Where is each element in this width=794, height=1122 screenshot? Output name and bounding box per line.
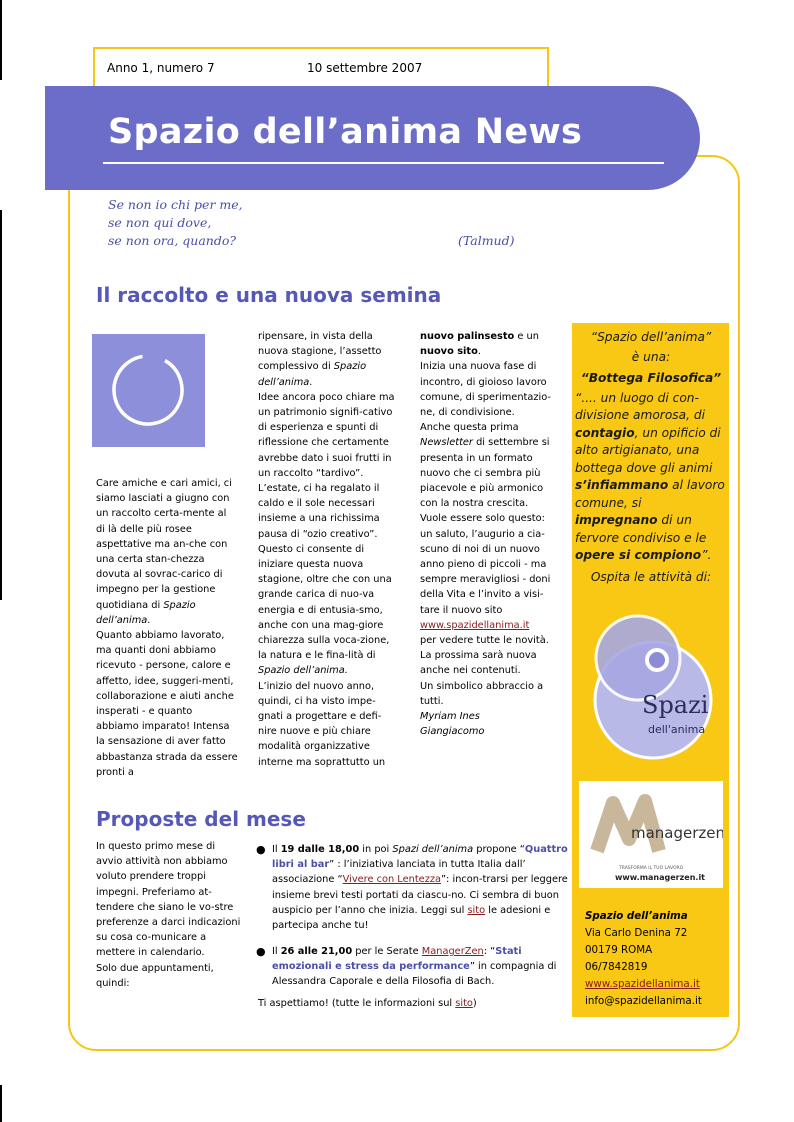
issue-date: 10 settembre 2007 [307, 61, 423, 75]
article-column-3 [420, 329, 558, 739]
contact-city: 00179 ROMA [585, 944, 653, 956]
sidebar-hosts: Ospita le attività di: [590, 569, 712, 584]
sidebar-bottega: “Bottega Filosofica” [580, 371, 722, 385]
epigraph-source: (Talmud) [458, 233, 515, 248]
sidebar-description: “.... un luogo di con-divisione amorosa, di contagio, un opificio di alto artigianato, una bottega dove gli animi s’infiammano al lavoro comune, si impregnano di un fervore condiviso e le opere si compiono”. [575, 390, 725, 562]
vivere-lentezza-link[interactable]: Vivere con Lentezza [342, 874, 441, 886]
paragraph: L’estate, ci ha regalato il caldo e il sole necessari insieme a una richissima pausa di “ozio creativo”. Questo ci consente di iniziare questa nuova stagione, oltre che con una grande carica di nuo-va energia e di entusia-smo, anche con una mag-giore chiarezza sulla voca-zione, la natura e le fina-lità di Spazio dell’anima. [258, 483, 392, 677]
enso-circle-icon [92, 334, 205, 447]
site-link[interactable]: sito [467, 904, 486, 916]
managerzen-logo [579, 781, 723, 888]
sidebar-name: “Spazio dell’anima” [590, 330, 712, 344]
contact-name: Spazio dell’anima [585, 910, 688, 922]
section-heading: Proposte del mese [96, 807, 306, 831]
article-heading: Il raccolto e una nuova semina [96, 283, 442, 307]
contact-email: info@spazidellanima.it [585, 995, 702, 1007]
paragraph: Quanto abbiamo lavorato, ma quanti doni abbiamo ricevuto - persone, calore e affetto, idee, suggeri-menti, collaborazione e aiuti anche insperati - e quanto abbiamo imparato! Intensa la sensazione di aver fatto abbastanza strada da essere pronti a [96, 630, 238, 778]
banner-underline [103, 162, 664, 164]
svg-text:www.managerzen.it: www.managerzen.it [615, 873, 706, 882]
paragraph: per vedere tutte le novità. [420, 635, 549, 647]
signature: Myriam Ines [420, 711, 480, 723]
scan-edge [0, 210, 2, 600]
issue-number: Anno 1, numero 7 [107, 61, 215, 75]
svg-text:managerzen: managerzen [631, 824, 723, 842]
svg-text:Spazi: Spazi [642, 691, 709, 719]
contact-block [585, 908, 702, 1010]
event-item: ● Il 19 dalle 18,00 in poi Spazi dell’anima propone “Quattro libri al bar” : l’iniziativa lanciata in tutta Italia dall’ associazione “Vivere con Lentezza”: incon-trarsi per leggere insieme brevi testi portati da ciascu-no. Ci sembra di buon auspicio per l’anno che inizia. Leggi sul sito le adesioni e partecipa anche tu! [256, 843, 568, 932]
circle-logo-image [92, 334, 205, 447]
epigraph-line: Se non io chi per me, [108, 197, 243, 212]
bullet-icon: ● [256, 843, 266, 856]
paragraph: Inizia una nuova fase di incontro, di gioioso lavoro comune, di sperimentazio-ne, di condivisione. [420, 361, 551, 419]
contact-phone: 06/7842819 [585, 961, 648, 973]
site-link[interactable]: sito [455, 998, 473, 1009]
paragraph: Idee ancora poco chiare ma un patrimonio signifi-cativo di esperienza e spunti di riflessione che certamente avrebbe dato i suoi frutti in un raccolto “tardivo”. [258, 391, 395, 479]
contact-street: Via Carlo Denina 72 [585, 927, 688, 939]
newsletter-title: Spazio dell’anima News [108, 112, 583, 152]
closing-line: Ti aspettiamo! (tutte le informazioni sul sito) [258, 998, 477, 1009]
bullet-icon: ● [256, 945, 266, 958]
scan-edge [0, 0, 2, 80]
contact-website-link[interactable]: www.spazidellanima.it [585, 978, 700, 990]
signature: Giangiacomo [420, 726, 485, 738]
sidebar-text [575, 329, 727, 586]
article-column-2 [258, 329, 398, 770]
spazi-dellanima-logo [590, 600, 715, 765]
event-item: ● Il 26 alle 21,00 per le Serate ManagerZen: “Stati emozionali e stress da performance” in compagnia di Alessandra Caporale e della Filosofia di Bach. [256, 945, 557, 988]
paragraph: L’inizio del nuovo anno, quindi, ci ha visto impe-gnati a progettare e defi-nire nuove e più chiare modalità organizzative interne ma soprattutto un [258, 680, 386, 768]
sidebar-is: è una: [631, 349, 671, 364]
paragraph: Care amiche e cari amici, ci siamo lasciati a giugno con un raccolto certa-mente al di là delle più rosee aspettative ma an-che con una certa stan-chezza dovuta al sovrac-carico di impegno per la gestione quotidiana di Spazio dell’anima. [96, 478, 232, 626]
epigraph [108, 196, 243, 250]
svg-text:dell'anima: dell'anima [648, 723, 706, 736]
paragraph: La prossima sarà nuova anche nei contenuti. [420, 650, 537, 677]
managerzen-link[interactable]: ManagerZen [421, 946, 484, 957]
paragraph: Vuole essere solo questo: un saluto, l’augurio a cia-scuno di noi di un nuovo anno pieno di piccoli - ma sempre meravigliosi - doni della Vita e l’invito a visi-tare il nuovo sito [420, 513, 551, 616]
paragraph: In questo primo mese di avvio attività non abbiamo voluto prendere troppi impegni. Preferiamo at-tendere che siano le vo-stre preferenze a darci indicazioni su cosa co-municare a mettere in calendario. [96, 841, 241, 959]
epigraph-line: se non qui dove, [108, 215, 212, 230]
scan-edge [0, 1085, 2, 1122]
svg-text:TRASFORMA IL TUO LAVORO: TRASFORMA IL TUO LAVORO [619, 866, 684, 871]
paragraph: Anche questa prima Newsletter di settembre si presenta in un formato nuovo che ci sembra più piacevole e più armonico con la nostra crescita. [420, 422, 550, 510]
article-column-1 [96, 476, 238, 780]
paragraph: nuovo palinsesto e un nuovo sito. [420, 331, 539, 358]
paragraph: ripensare, in vista della nuova stagione, l’assetto complessivo di Spazio dell’anima. [258, 331, 382, 388]
website-link[interactable]: www.spazidellanima.it [420, 619, 530, 631]
paragraph: Solo due appuntamenti, quindi: [96, 962, 214, 989]
proposals-intro [96, 839, 241, 991]
paragraph: Un simbolico abbraccio a tutti. [420, 680, 544, 707]
epigraph-line: se non ora, quando? [108, 233, 237, 248]
